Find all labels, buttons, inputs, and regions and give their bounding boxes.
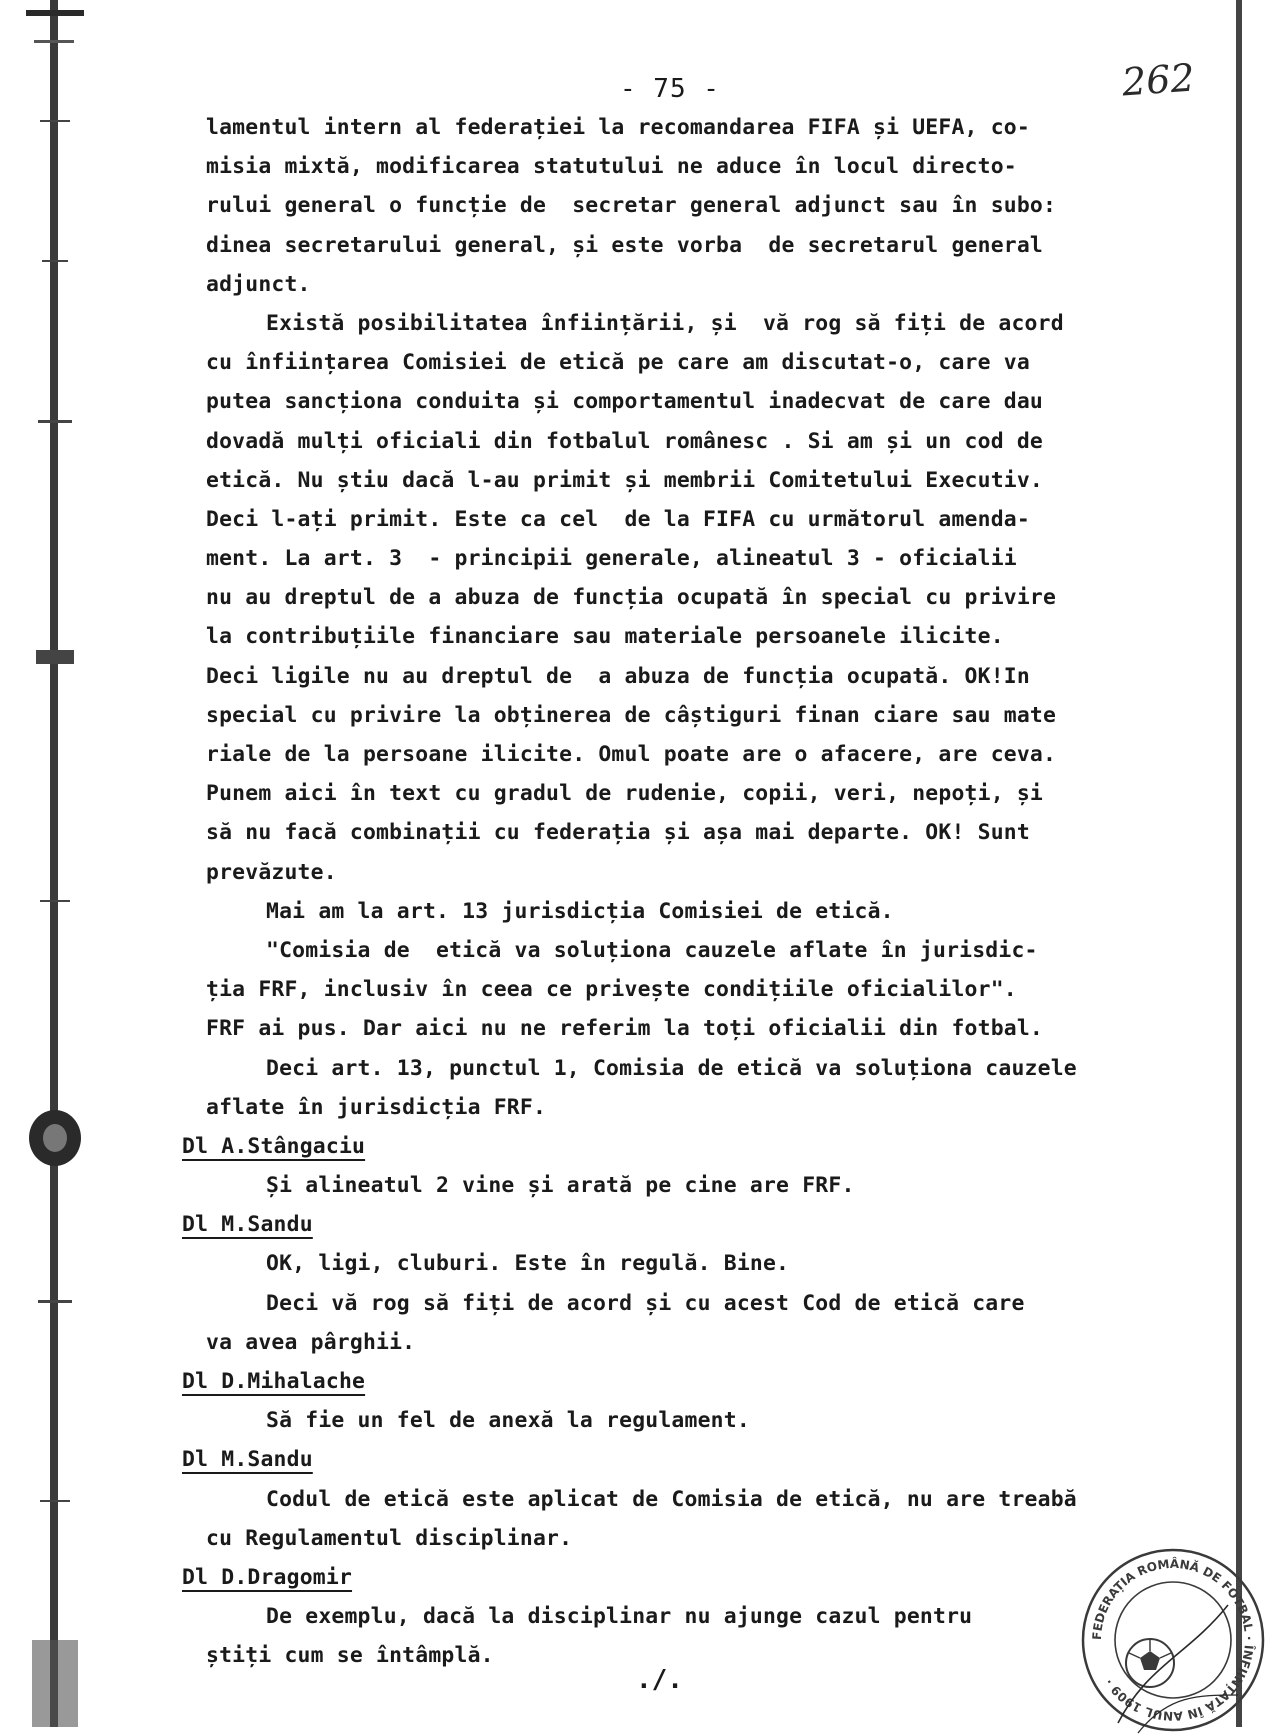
stamp-text: FEDERAȚIA ROMÂNĂ DE FOTBAL · ÎNFIINȚATĂ ÎN ANUL 1909 · xyxy=(1089,1556,1257,1724)
text-line: dinea secretarului general, și este vorba de secretarul general xyxy=(206,232,1044,258)
page-end-mark: ./. xyxy=(636,1665,683,1695)
text-line: Deci ligile nu au dreptul de a abuza de funcția ocupată. OK!In xyxy=(206,663,1030,689)
text-line: Deci l-ați primit. Este ca cel de la FIFA cu următorul amenda- xyxy=(206,506,1030,532)
text-line: Și alineatul 2 vine și arată pe cine are FRF. xyxy=(266,1173,855,1199)
text-line: Deci vă rog să fiți de acord și cu acest Cod de etică care xyxy=(266,1290,1025,1316)
text-line: Există posibilitatea înființării, și vă rog să fiți de acord xyxy=(266,310,1064,336)
text-line: Mai am la art. 13 jurisdicția Comisiei de etică. xyxy=(266,898,894,924)
text-line: Codul de etică este aplicat de Comisia de etică, nu are treabă xyxy=(266,1486,1077,1512)
text-line: dovadă mulți oficiali din fotbalul românesc . Si am și un cod de xyxy=(206,428,1044,454)
text-line: De exemplu, dacă la disciplinar nu ajunge cazul pentru xyxy=(266,1604,973,1630)
federation-stamp xyxy=(1078,1545,1268,1735)
speaker-label: Dl M.Sandu xyxy=(182,1447,313,1473)
speaker-name xyxy=(182,1127,1206,1166)
text-line: la contribuțiile financiare sau materiale persoanele ilicite. xyxy=(206,624,1004,650)
page-edge-line xyxy=(1236,0,1242,1727)
speaker-name xyxy=(182,1362,1206,1401)
transcript-body xyxy=(182,108,1206,1676)
page-number: - 75 - xyxy=(620,74,720,104)
speaker-label: Dl A.Stângaciu xyxy=(182,1133,366,1159)
text-line: adjunct. xyxy=(206,271,311,297)
speaker-label: Dl D.Mihalache xyxy=(182,1369,366,1394)
text-line: Deci art. 13, punctul 1, Comisia de etică va soluționa cauzele xyxy=(266,1055,1077,1081)
text-line: să nu facă combinații cu federația și așa mai departe. OK! Sunt xyxy=(206,820,1030,846)
text-line: va avea pârghii. xyxy=(206,1329,416,1355)
text-line: știți cum se întâmplă. xyxy=(206,1643,494,1669)
speaker-name xyxy=(182,1205,1206,1244)
text-line: OK, ligi, cluburi. Este în regulă. Bine. xyxy=(266,1251,790,1277)
text-line: Punem aici în text cu gradul de rudenie, copii, veri, nepoți, și xyxy=(206,781,1044,807)
text-line: riale de la persoane ilicite. Omul poate are o afacere, are ceva. xyxy=(206,742,1057,767)
text-line: aflate în jurisdicția FRF. xyxy=(206,1094,547,1120)
text-line: cu Regulamentul disciplinar. xyxy=(206,1525,573,1551)
text-line: lamentul intern al federației la recomandarea FIFA și UEFA, co- xyxy=(206,115,1030,140)
text-line: "Comisia de etică va soluționa cauzele aflate în jurisdic- xyxy=(266,937,1038,963)
text-line: cu înființarea Comisiei de etică pe care am discutat-o, care va xyxy=(206,350,1030,376)
binding-strip xyxy=(26,0,84,1727)
text-line: nu au dreptul de a abuza de funcția ocupată în special cu privire xyxy=(206,585,1057,611)
text-line: rului general o funcție de secretar general adjunct sau în subo: xyxy=(206,193,1057,219)
speaker-name xyxy=(182,1558,1206,1597)
text-line: etică. Nu știu dacă l-au primit și membrii Comitetului Executiv. xyxy=(206,467,1044,493)
text-line: putea sancționa conduita și comportamentul inadecvat de care dau xyxy=(206,389,1044,415)
text-line: ment. La art. 3 - principii generale, alineatul 3 - oficialii xyxy=(206,546,1017,572)
text-line: misia mixtă, modificarea statutului ne aduce în locul directo- xyxy=(206,154,1017,180)
text-line: ția FRF, inclusiv în ceea ce privește condițiile oficialilor". xyxy=(206,977,1017,1003)
text-line: special cu privire la obținerea de câștiguri finan ciare sau mate xyxy=(206,702,1057,728)
speaker-label: Dl M.Sandu xyxy=(182,1212,313,1238)
text-line: prevăzute. xyxy=(206,859,337,885)
text-line: Să fie un fel de anexă la regulament. xyxy=(266,1408,750,1434)
speaker-name xyxy=(182,1440,1206,1479)
speaker-label: Dl D.Dragomir xyxy=(182,1564,353,1590)
text-line: FRF ai pus. Dar aici nu ne referim la toți oficialii din fotbal. xyxy=(206,1016,1044,1042)
archive-number: 262 xyxy=(1120,55,1196,105)
